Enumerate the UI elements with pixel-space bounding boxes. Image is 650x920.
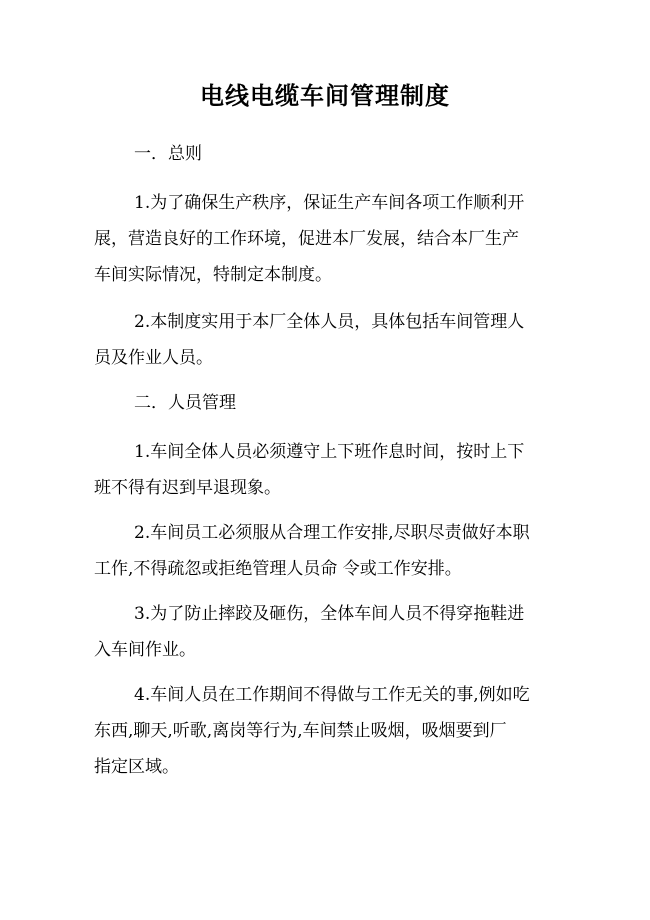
paragraph-line: 员及作业人员。: [94, 348, 213, 368]
paragraph-line: 1.为了确保生产秩序，保证生产车间各项工作顺利开: [134, 193, 525, 213]
paragraph-personnel-2: [94, 515, 554, 587]
paragraph-line: 展，营造良好的工作环境，促进本厂发展，结合本厂生产: [94, 229, 519, 249]
paragraph-personnel-4: [94, 677, 554, 785]
section-heading-general: 一．总则: [134, 144, 202, 164]
paragraph-line: 2.本制度实用于本厂全体人员，具体包括车间管理人: [134, 312, 525, 332]
paragraph-line: 1.车间全体人员必须遵守上下班作息时间，按时上下: [134, 442, 525, 462]
paragraph-line: 工作,不得疏忽或拒绝管理人员命 令或工作安排。: [94, 559, 462, 579]
document-title: 电线电缆车间管理制度: [200, 82, 450, 110]
paragraph-general-2: [94, 304, 554, 376]
paragraph-line: 3.为了防止摔跤及砸伤，全体车间人员不得穿拖鞋进: [134, 604, 525, 624]
paragraph-line: 4.车间人员在工作期间不得做与工作无关的事,例如吃: [134, 685, 530, 705]
paragraph-personnel-1: [94, 434, 554, 506]
paragraph-line: 2.车间员工必须服从合理工作安排,尽职尽责做好本职: [134, 523, 530, 543]
paragraph-personnel-3: [94, 596, 554, 668]
paragraph-line: 入车间作业。: [94, 640, 196, 660]
paragraph-line: 车间实际情况，特制定本制度。: [94, 265, 332, 285]
section-heading-personnel: 二．人员管理: [134, 393, 236, 413]
paragraph-line: 班不得有迟到早退现象。: [94, 478, 281, 498]
paragraph-line: 东西,聊天,听歌,离岗等行为,车间禁止吸烟，吸烟要到厂: [94, 721, 507, 741]
paragraph-line: 指定区域。: [94, 757, 179, 777]
paragraph-general-1: [94, 185, 554, 293]
